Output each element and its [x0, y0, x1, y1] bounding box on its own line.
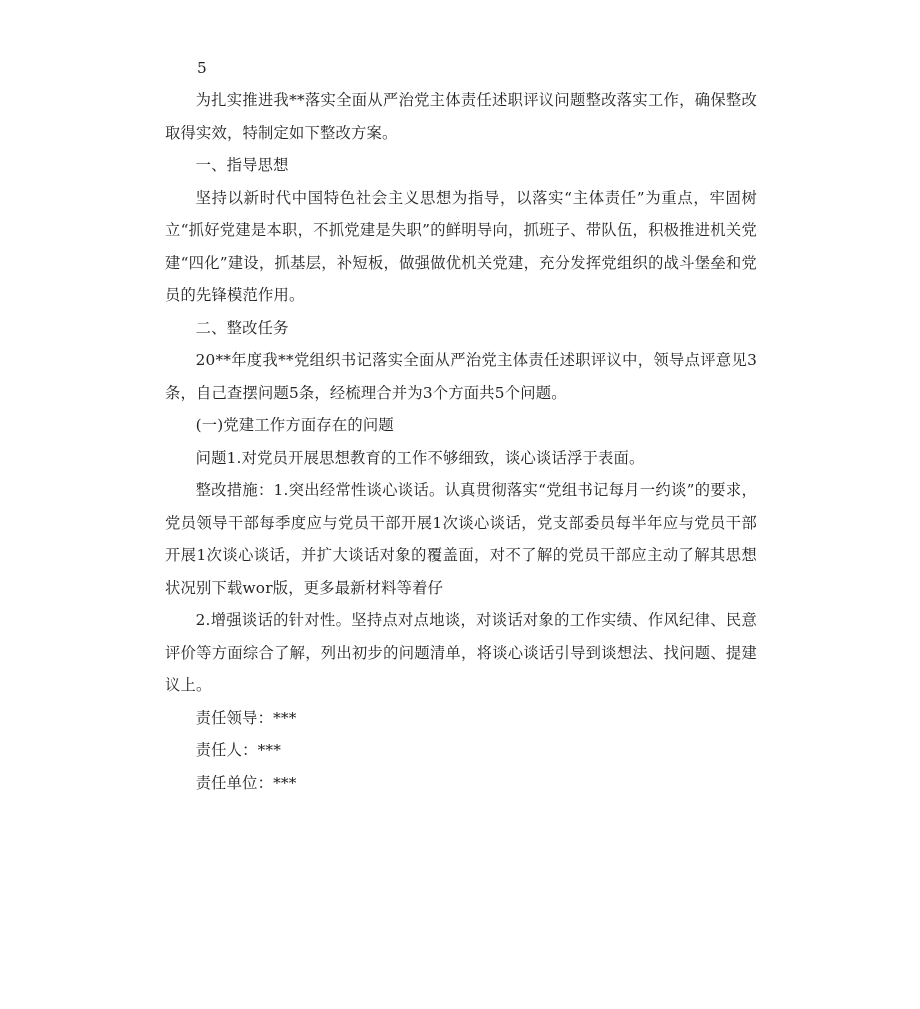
intro-paragraph: 为扎实推进我**落实全面从严治党主体责任述职评议问题整改落实工作，确保整改取得实效，特制定如下整改方案。 [165, 91, 757, 142]
guiding-ideology-paragraph: 坚持以新时代中国特色社会主义思想为指导，以落实“主体责任”为重点，牢固树立“抓好党建是本职，不抓党建是失职”的鲜明导向，抓班子、带队伍，积极推进机关党建“四化”建设，抓基层，补短板，做强做优机关党建，充分发挥党组织的战斗堡垒和党员的先锋模范作用。 [165, 188, 757, 304]
responsible-person: 责任人：*** [195, 741, 282, 759]
measures-paragraph: 整改措施：1.突出经常性谈心谈话。认真贯彻落实“党组书记每月一约谈”的要求，党员领导干部每季度应与党员干部开展1次谈心谈话，党支部委员每半年应与党员干部开展1次谈心谈话，并扩大谈话对象的覆盖面，对不了解的党员干部应主动了解其思想状况别下载wor版，更多最新材料等着仔 [165, 481, 757, 597]
rectification-tasks-paragraph: 20**年度我**党组织书记落实全面从严治党主体责任述职评议中，领导点评意见3条，自己查摆问题5条，经梳理合并为3个方面共5个问题。 [165, 351, 757, 402]
page-number: 5 [197, 59, 207, 77]
responsible-leader: 责任领导：*** [195, 708, 297, 727]
problem-1-paragraph: 问题1.对党员开展思想教育的工作不够细致，谈心谈话浮于表面。 [195, 448, 645, 467]
document-body [165, 84, 757, 799]
subsection-heading-party-building: (一)党建工作方面存在的问题 [195, 416, 394, 434]
section-heading-rectification-tasks: 二、整改任务 [195, 318, 289, 337]
measure-2-paragraph: 2.增强谈话的针对性。坚持点对点地谈，对谈话对象的工作实绩、作风纪律、民意评价等方面综合了解，列出初步的问题清单，将谈心谈话引导到谈想法、找问题、提建议上。 [165, 611, 757, 694]
responsible-unit: 责任单位：*** [195, 773, 297, 792]
section-heading-guiding-ideology: 一、指导思想 [195, 156, 289, 174]
